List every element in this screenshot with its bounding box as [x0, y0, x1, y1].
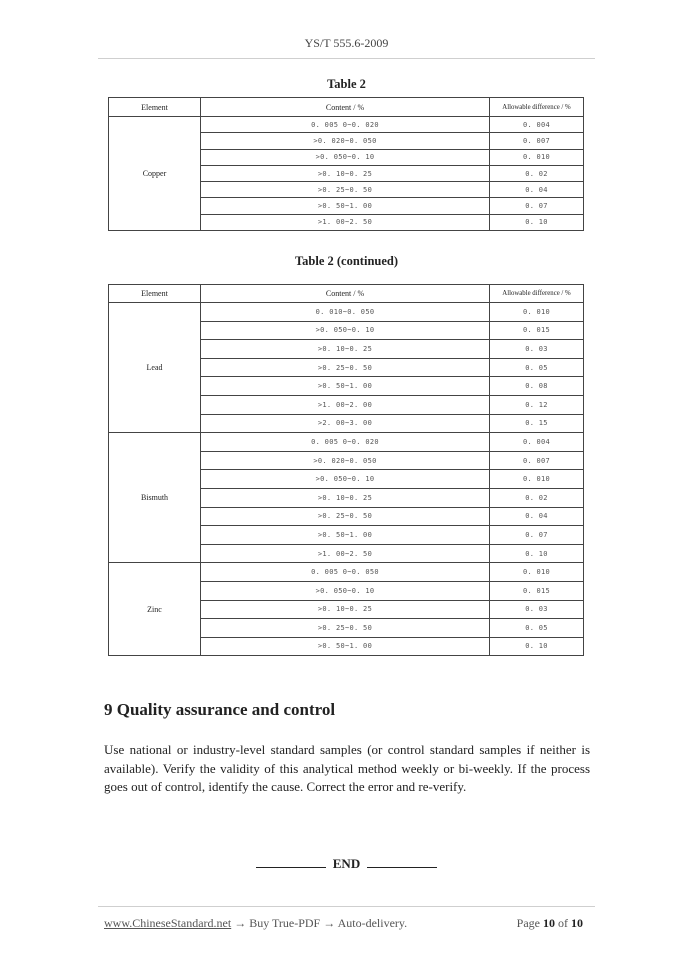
header-divider	[98, 58, 595, 59]
content-range-cell: >0. 50~1. 00	[201, 526, 490, 545]
element-cell: Copper	[109, 117, 201, 231]
content-range-cell: 0. 010~0. 050	[201, 303, 490, 322]
table-row	[109, 117, 584, 133]
content-range-cell: >0. 10~0. 25	[201, 488, 490, 507]
allowable-difference-cell: 0. 007	[490, 451, 584, 470]
auto-delivery-text: Auto-delivery.	[337, 916, 408, 930]
content-range-cell: >1. 00~2. 00	[201, 395, 490, 414]
allowable-difference-cell: 0. 004	[490, 433, 584, 452]
end-rule-right	[367, 855, 437, 868]
allowable-difference-cell: 0. 02	[490, 165, 584, 181]
content-range-cell: >1. 00~2. 50	[201, 214, 490, 230]
page-number: 10	[543, 916, 555, 930]
table-row	[109, 433, 584, 452]
table-row	[109, 303, 584, 322]
allowable-difference-cell: 0. 07	[490, 198, 584, 214]
section-body-text: Use national or industry-level standard samples (or control standard samples if neither is available). Verify the validity of this analytical method weekly or bi-weekly. If the process goes out of control, identify the cause. Correct the error and re-verify.	[104, 742, 590, 794]
allowable-difference-cell: 0. 10	[490, 544, 584, 563]
content-range-cell: >0. 50~1. 00	[201, 377, 490, 396]
site-link[interactable]: www.ChineseStandard.net	[104, 916, 232, 930]
allowable-difference-cell: 0. 10	[490, 637, 584, 656]
element-cell: Lead	[109, 303, 201, 433]
content-range-cell: >0. 50~1. 00	[201, 637, 490, 656]
column-header-element: Element	[109, 98, 201, 117]
end-rule-left	[256, 855, 326, 868]
allowable-difference-cell: 0. 10	[490, 214, 584, 230]
table-2-continued	[108, 284, 584, 656]
column-header-content: Content / %	[201, 98, 490, 117]
document-code-header: YS/T 555.6-2009	[304, 36, 389, 50]
table-2-continued-title: Table 2 (continued)	[294, 254, 399, 268]
allowable-difference-cell: 0. 02	[490, 488, 584, 507]
content-range-cell: >0. 10~0. 25	[201, 600, 490, 619]
column-header-content: Content / %	[201, 285, 490, 303]
content-range-cell: >0. 050~0. 10	[201, 149, 490, 165]
element-cell: Zinc	[109, 563, 201, 656]
allowable-difference-cell: 0. 015	[490, 581, 584, 600]
footer-promo	[104, 916, 407, 931]
allowable-difference-cell: 0. 08	[490, 377, 584, 396]
content-range-cell: >0. 10~0. 25	[201, 340, 490, 359]
footer-divider	[98, 906, 595, 907]
table-2	[108, 97, 584, 231]
allowable-difference-cell: 0. 04	[490, 507, 584, 526]
page-total: 10	[571, 916, 583, 930]
allowable-difference-cell: 0. 12	[490, 395, 584, 414]
allowable-difference-cell: 0. 05	[490, 619, 584, 638]
content-range-cell: 0. 005 0~0. 020	[201, 433, 490, 452]
content-range-cell: >0. 050~0. 10	[201, 581, 490, 600]
column-header-allowable-difference: Allowable difference / %	[490, 98, 584, 117]
page-word: Page	[516, 916, 540, 930]
content-range-cell: >1. 00~2. 50	[201, 544, 490, 563]
content-range-cell: 0. 005 0~0. 020	[201, 117, 490, 133]
allowable-difference-cell: 0. 04	[490, 182, 584, 198]
allowable-difference-cell: 0. 05	[490, 358, 584, 377]
content-range-cell: >0. 050~0. 10	[201, 321, 490, 340]
content-range-cell: >0. 25~0. 50	[201, 619, 490, 638]
element-cell: Bismuth	[109, 433, 201, 563]
content-range-cell: >0. 50~1. 00	[201, 198, 490, 214]
allowable-difference-cell: 0. 010	[490, 563, 584, 582]
allowable-difference-cell: 0. 07	[490, 526, 584, 545]
table-row	[109, 563, 584, 582]
allowable-difference-cell: 0. 03	[490, 340, 584, 359]
allowable-difference-cell: 0. 010	[490, 149, 584, 165]
allowable-difference-cell: 0. 010	[490, 303, 584, 322]
end-label: END	[332, 856, 361, 871]
allowable-difference-cell: 0. 004	[490, 117, 584, 133]
content-range-cell: >0. 050~0. 10	[201, 470, 490, 489]
allowable-difference-cell: 0. 007	[490, 133, 584, 149]
content-range-cell: >0. 25~0. 50	[201, 358, 490, 377]
content-range-cell: >0. 020~0. 050	[201, 451, 490, 470]
column-header-allowable-difference: Allowable difference / %	[490, 285, 584, 303]
allowable-difference-cell: 0. 015	[490, 321, 584, 340]
section-heading: 9 Quality assurance and control	[104, 700, 336, 719]
page-indicator	[517, 916, 583, 931]
table-2-title: Table 2	[327, 77, 366, 91]
arrow-right-icon: →	[234, 916, 247, 930]
end-marker	[0, 855, 693, 872]
allowable-difference-cell: 0. 03	[490, 600, 584, 619]
arrow-right-icon: →	[323, 916, 336, 930]
content-range-cell: >0. 020~0. 050	[201, 133, 490, 149]
content-range-cell: >0. 25~0. 50	[201, 507, 490, 526]
content-range-cell: >2. 00~3. 00	[201, 414, 490, 433]
allowable-difference-cell: 0. 15	[490, 414, 584, 433]
content-range-cell: 0. 005 0~0. 050	[201, 563, 490, 582]
content-range-cell: >0. 10~0. 25	[201, 165, 490, 181]
allowable-difference-cell: 0. 010	[490, 470, 584, 489]
column-header-element: Element	[109, 285, 201, 303]
content-range-cell: >0. 25~0. 50	[201, 182, 490, 198]
buy-true-pdf-link[interactable]: Buy True-PDF	[249, 916, 321, 930]
of-word: of	[558, 916, 568, 930]
